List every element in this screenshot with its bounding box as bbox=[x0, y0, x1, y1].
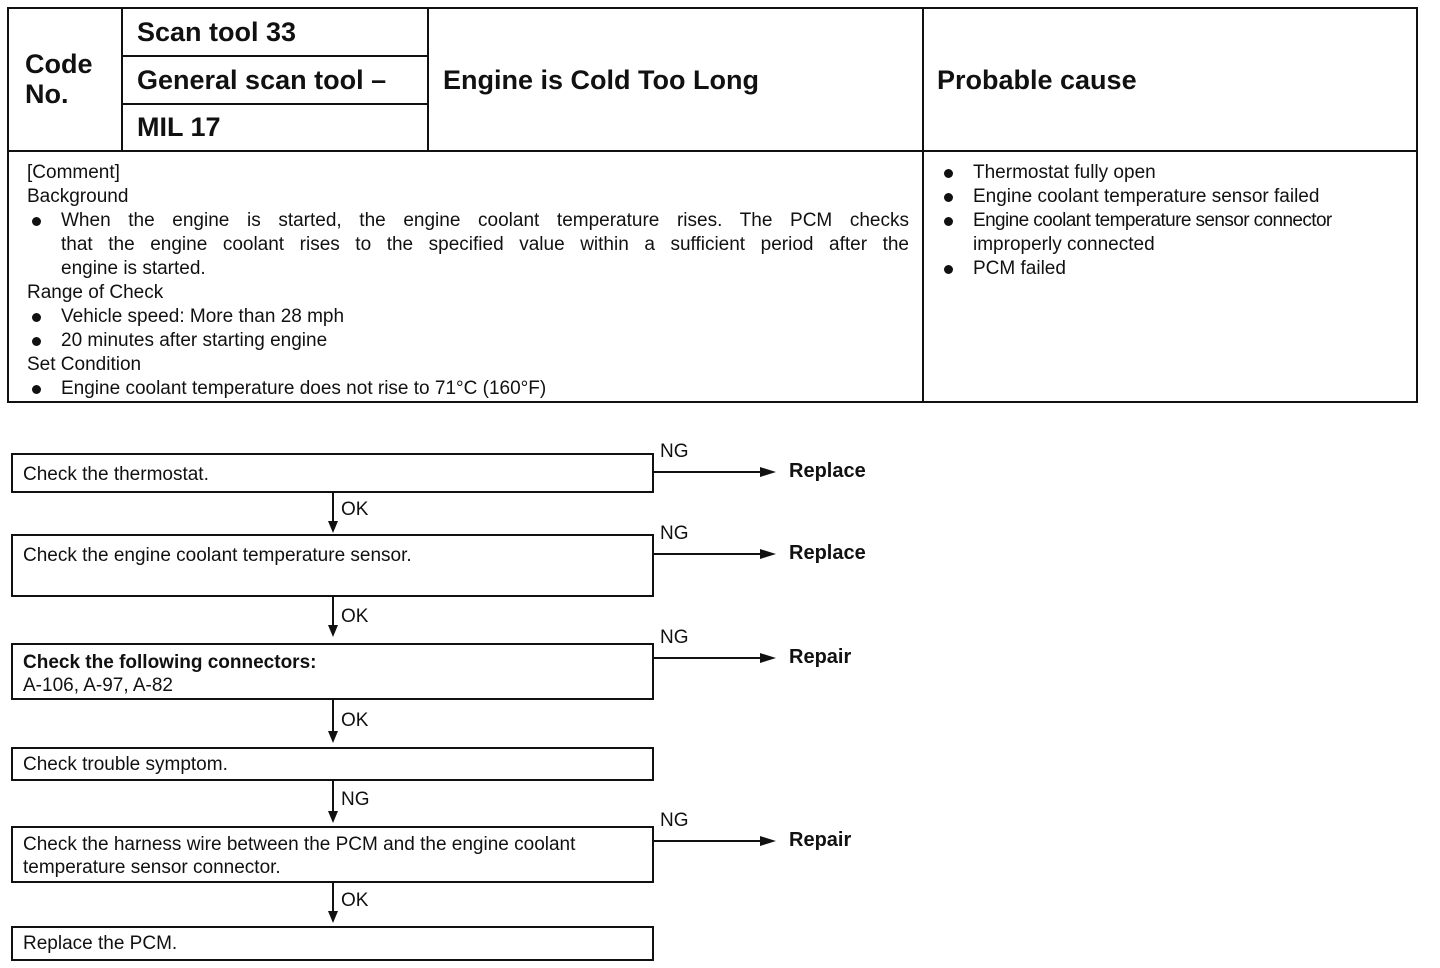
ng-label: NG bbox=[341, 789, 370, 810]
dtc-header-table bbox=[7, 7, 1418, 403]
ng-label: NG bbox=[660, 523, 689, 544]
flow-step-check-thermostat: Check the thermostat. bbox=[11, 453, 654, 493]
ng-label: NG bbox=[660, 441, 689, 462]
down-connector bbox=[332, 493, 334, 523]
ng-label: NG bbox=[660, 627, 689, 648]
arrow-right-icon bbox=[760, 467, 776, 477]
down-connector bbox=[332, 883, 334, 913]
scan-tool-code: Scan tool 33 bbox=[137, 17, 297, 47]
table-divider bbox=[121, 55, 429, 57]
down-connector bbox=[332, 700, 334, 733]
arrow-right-icon bbox=[760, 653, 776, 663]
set-condition-heading: Set Condition bbox=[27, 354, 142, 375]
arrow-down-icon bbox=[328, 521, 338, 533]
arrow-down-icon bbox=[328, 625, 338, 637]
code-label: Code No. bbox=[25, 49, 93, 109]
probable-cause-heading: Probable cause bbox=[937, 65, 1137, 95]
arrow-down-icon bbox=[328, 811, 338, 823]
set-condition-item: Engine coolant temperature does not rise to 71°C (160°F) bbox=[27, 377, 909, 401]
ng-result: Replace bbox=[789, 542, 866, 564]
flow-step-check-harness-wire: Check the harness wire between the PCM and the engine coolant temperature sensor connector. bbox=[11, 826, 654, 883]
arrow-down-icon bbox=[328, 911, 338, 923]
ng-result: Repair bbox=[789, 829, 852, 851]
comment-label: [Comment] bbox=[27, 162, 120, 183]
table-divider bbox=[922, 9, 924, 401]
ok-label: OK bbox=[341, 890, 369, 911]
dtc-description bbox=[27, 161, 909, 401]
flow-step-replace-pcm: Replace the PCM. bbox=[11, 926, 654, 961]
mil-code: MIL 17 bbox=[137, 112, 221, 142]
dtc-title: Engine is Cold Too Long bbox=[443, 65, 759, 95]
ok-label: OK bbox=[341, 710, 369, 731]
range-item: 20 minutes after starting engine bbox=[27, 329, 909, 353]
flow-step-check-ect-sensor: Check the engine coolant temperature sensor. bbox=[11, 534, 654, 597]
ok-label: OK bbox=[341, 499, 369, 520]
table-divider bbox=[121, 103, 429, 105]
ng-connector bbox=[654, 657, 764, 659]
flow-step-check-connectors: Check the following connectors: A-106, A-97, A-82 bbox=[11, 643, 654, 700]
flow-step-check-trouble-symptom: Check trouble symptom. bbox=[11, 747, 654, 781]
cause-item: PCM failed bbox=[939, 257, 1409, 281]
table-divider bbox=[427, 9, 429, 151]
ok-label: OK bbox=[341, 606, 369, 627]
probable-cause-list bbox=[939, 161, 1409, 281]
table-divider bbox=[9, 150, 1416, 152]
ng-connector bbox=[654, 471, 764, 473]
table-divider bbox=[121, 9, 123, 151]
arrow-right-icon bbox=[760, 549, 776, 559]
background-bullet: When the engine is started, the engine coolant temperature rises. The PCM checks that the engine coolant rises to the specified value within a sufficient period after the engine is started. bbox=[27, 209, 909, 281]
range-heading: Range of Check bbox=[27, 282, 164, 303]
general-scan-tool-code: General scan tool – bbox=[137, 65, 387, 95]
down-connector bbox=[332, 781, 334, 813]
cause-item: Engine coolant temperature sensor connector improperly connected bbox=[939, 209, 1409, 257]
cause-item: Engine coolant temperature sensor failed bbox=[939, 185, 1409, 209]
background-heading: Background bbox=[27, 186, 129, 207]
ng-label: NG bbox=[660, 810, 689, 831]
ng-connector bbox=[654, 840, 764, 842]
range-item: Vehicle speed: More than 28 mph bbox=[27, 305, 909, 329]
down-connector bbox=[332, 597, 334, 627]
ng-result: Repair bbox=[789, 646, 852, 668]
arrow-right-icon bbox=[760, 836, 776, 846]
arrow-down-icon bbox=[328, 731, 338, 743]
cause-item: Thermostat fully open bbox=[939, 161, 1409, 185]
ng-result: Replace bbox=[789, 460, 866, 482]
ng-connector bbox=[654, 553, 764, 555]
